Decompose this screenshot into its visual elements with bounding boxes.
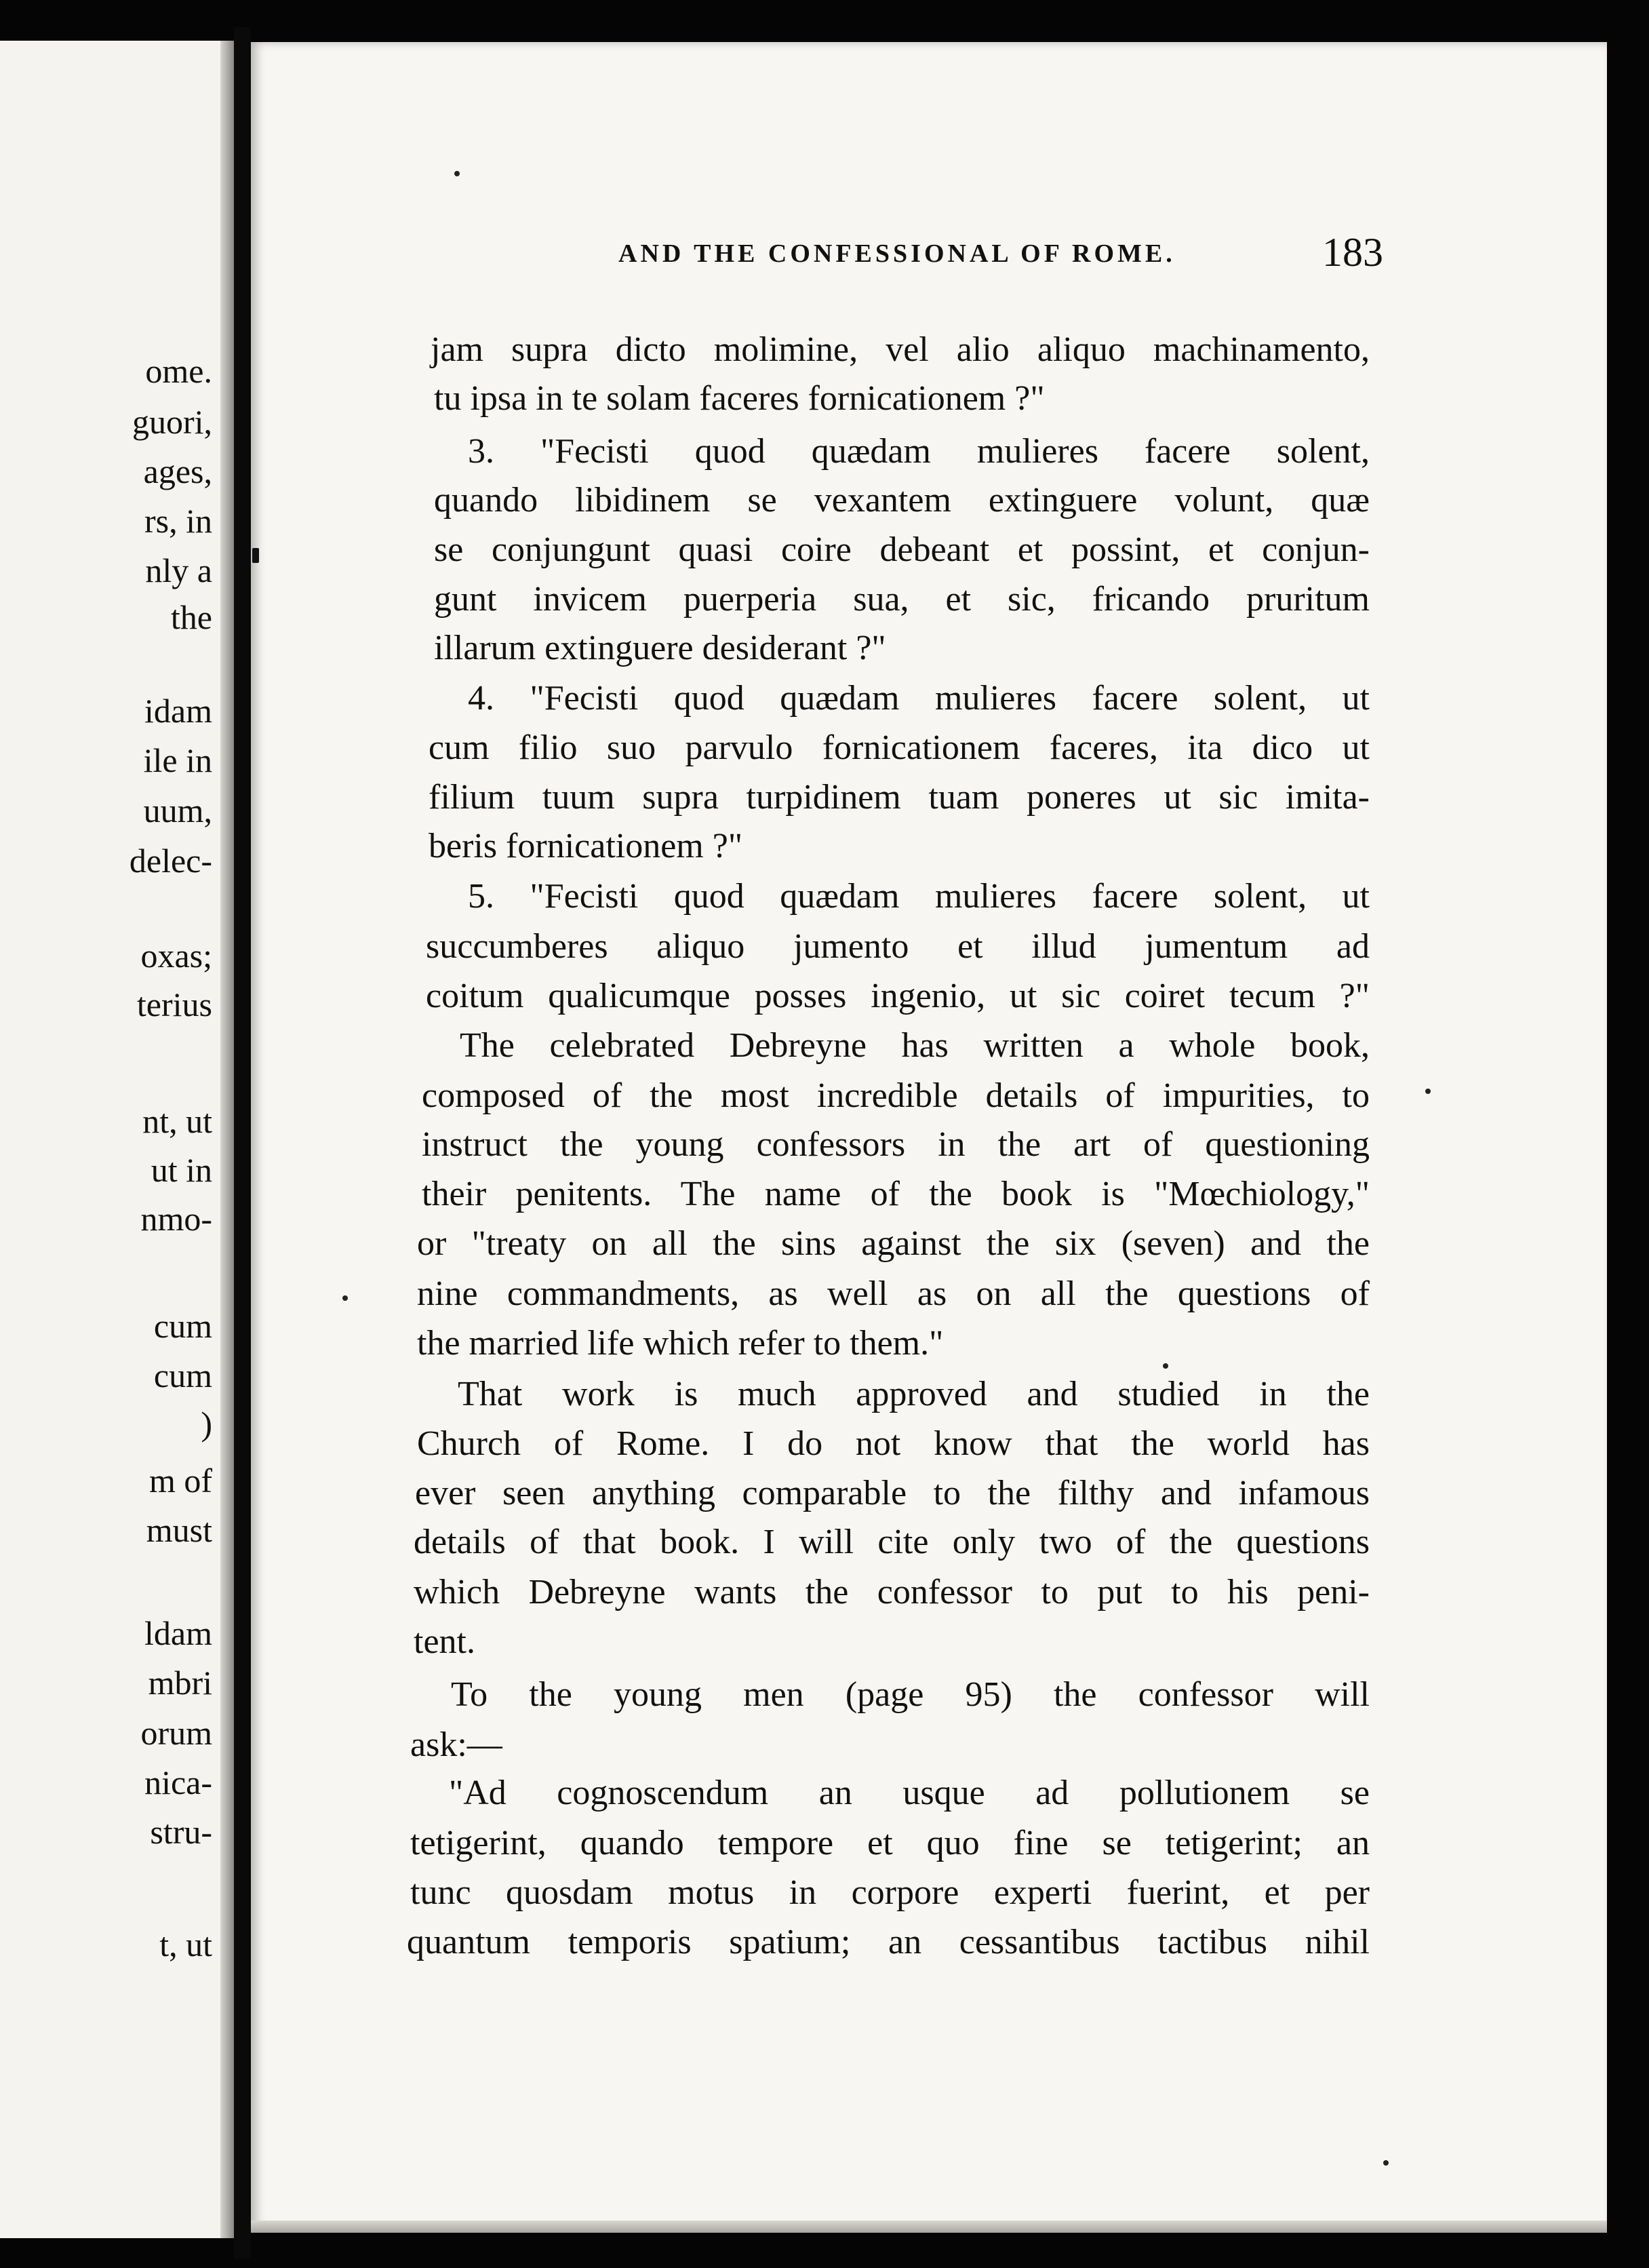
left-page-line: t, ut	[159, 1925, 212, 1963]
body-line: cum filio suo parvulo fornicationem faceres, ita dico ut	[429, 728, 1370, 767]
body-line: The celebrated Debreyne has written a whole book,	[460, 1026, 1370, 1065]
page-spine-shadow	[220, 41, 234, 2238]
ink-speck	[454, 171, 460, 176]
body-line: coitum qualicumque posses ingenio, ut sic coiret tecum ?"	[426, 977, 1370, 1015]
body-line: the married life which refer to them."	[417, 1324, 944, 1363]
body-line: succumberes aliquo jumento et illud jumentum ad	[426, 927, 1370, 966]
body-line: tetigerint, quando tempore et quo fine se tetigerint; an	[410, 1824, 1370, 1862]
body-line: details of that book. I will cite only two of the questions	[414, 1523, 1370, 1561]
body-line: 5. "Fecisti quod quædam mulieres facere solent, ut	[468, 877, 1370, 916]
left-page-line: ldam	[144, 1614, 212, 1652]
page-bottom-edge	[251, 2221, 1607, 2233]
body-line: beris fornicationem ?"	[429, 827, 743, 865]
left-page-line: m of	[148, 1462, 212, 1500]
body-line: illarum extinguere desiderant ?"	[434, 629, 886, 667]
page-number: 183	[1322, 230, 1383, 275]
left-page-line: nica-	[144, 1763, 212, 1801]
body-line: 3. "Fecisti quod quædam mulieres facere solent,	[468, 432, 1370, 471]
left-page-line: ages,	[143, 452, 212, 490]
body-line: tu ipsa in te solam faceres fornicationem ?"	[434, 379, 1045, 418]
left-page-line: nt, ut	[142, 1102, 212, 1140]
body-line: 4. "Fecisti quod quædam mulieres facere solent, ut	[468, 679, 1370, 718]
body-line: ask:—	[410, 1725, 502, 1764]
left-page-line: rs, in	[144, 502, 212, 540]
margin-mark	[252, 548, 259, 563]
body-line: quantum temporis spatium; an cessantibus tactibus nihil	[407, 1923, 1370, 1961]
body-line: se conjungunt quasi coire debeant et possint, et conjun-	[434, 530, 1370, 569]
running-head	[367, 229, 1383, 277]
left-page-line: idam	[144, 692, 212, 730]
left-page-line: ome.	[145, 352, 212, 390]
body-line: Church of Rome. I do not know that the world has	[417, 1424, 1370, 1463]
left-page-line: uum,	[143, 791, 212, 829]
left-page-line: guori,	[132, 403, 212, 441]
left-page-line: terius	[136, 985, 212, 1023]
ink-speck	[1383, 2160, 1389, 2166]
left-page-line: nmo-	[140, 1200, 212, 1238]
book-gutter	[234, 27, 251, 2259]
body-line: their penitents. The name of the book is "Mœchiology,"	[422, 1175, 1370, 1213]
body-line: quando libidinem se vexantem extinguere volunt, quæ	[434, 481, 1370, 520]
body-line: "Ad cognoscendum an usque ad pollutionem se	[449, 1774, 1370, 1812]
left-page-line: cum	[153, 1307, 212, 1345]
body-line: composed of the most incredible details of impurities, to	[422, 1076, 1370, 1115]
body-line: ever seen anything comparable to the filthy and infamous	[415, 1474, 1370, 1512]
body-line: That work is much approved and studied in the	[458, 1375, 1370, 1413]
body-line: instruct the young confessors in the art of questioning	[422, 1125, 1370, 1164]
facing-left-page	[0, 41, 234, 2238]
left-page-line: the	[170, 598, 212, 636]
left-page-line: stru-	[150, 1813, 212, 1851]
body-line: which Debreyne wants the confessor to put to his peni-	[414, 1573, 1370, 1611]
body-line: tent.	[414, 1622, 475, 1661]
left-page-line: must	[146, 1511, 212, 1549]
left-page-line: mbri	[148, 1664, 212, 1702]
left-page-line: )	[201, 1405, 212, 1443]
body-line: jam supra dicto molimine, vel alio aliquo machinamento,	[431, 330, 1370, 369]
body-line: gunt invicem puerperia sua, et sic, fricando pruritum	[434, 580, 1370, 619]
ink-speck	[1163, 1363, 1168, 1369]
ink-speck	[1425, 1089, 1431, 1094]
left-page-line: ut in	[151, 1151, 212, 1189]
left-page-line: oxas;	[140, 937, 212, 975]
left-page-line: nly a	[145, 551, 212, 589]
left-page-line: delec-	[129, 842, 212, 880]
body-line: filium tuum supra turpidinem tuam poneres ut sic imita-	[429, 778, 1370, 817]
running-head-title: AND THE CONFESSIONAL OF ROME.	[618, 239, 1176, 268]
body-line: To the young men (page 95) the confessor will	[451, 1675, 1370, 1714]
body-line: tunc quosdam motus in corpore experti fuerint, et per	[410, 1873, 1370, 1912]
ink-speck	[342, 1295, 348, 1301]
left-page-line: cum	[153, 1356, 212, 1394]
body-line: nine commandments, as well as on all the questions of	[417, 1274, 1370, 1313]
body-line: or "treaty on all the sins against the six (seven) and the	[417, 1224, 1370, 1263]
left-page-line: orum	[140, 1714, 212, 1752]
left-page-line: ile in	[143, 741, 212, 779]
